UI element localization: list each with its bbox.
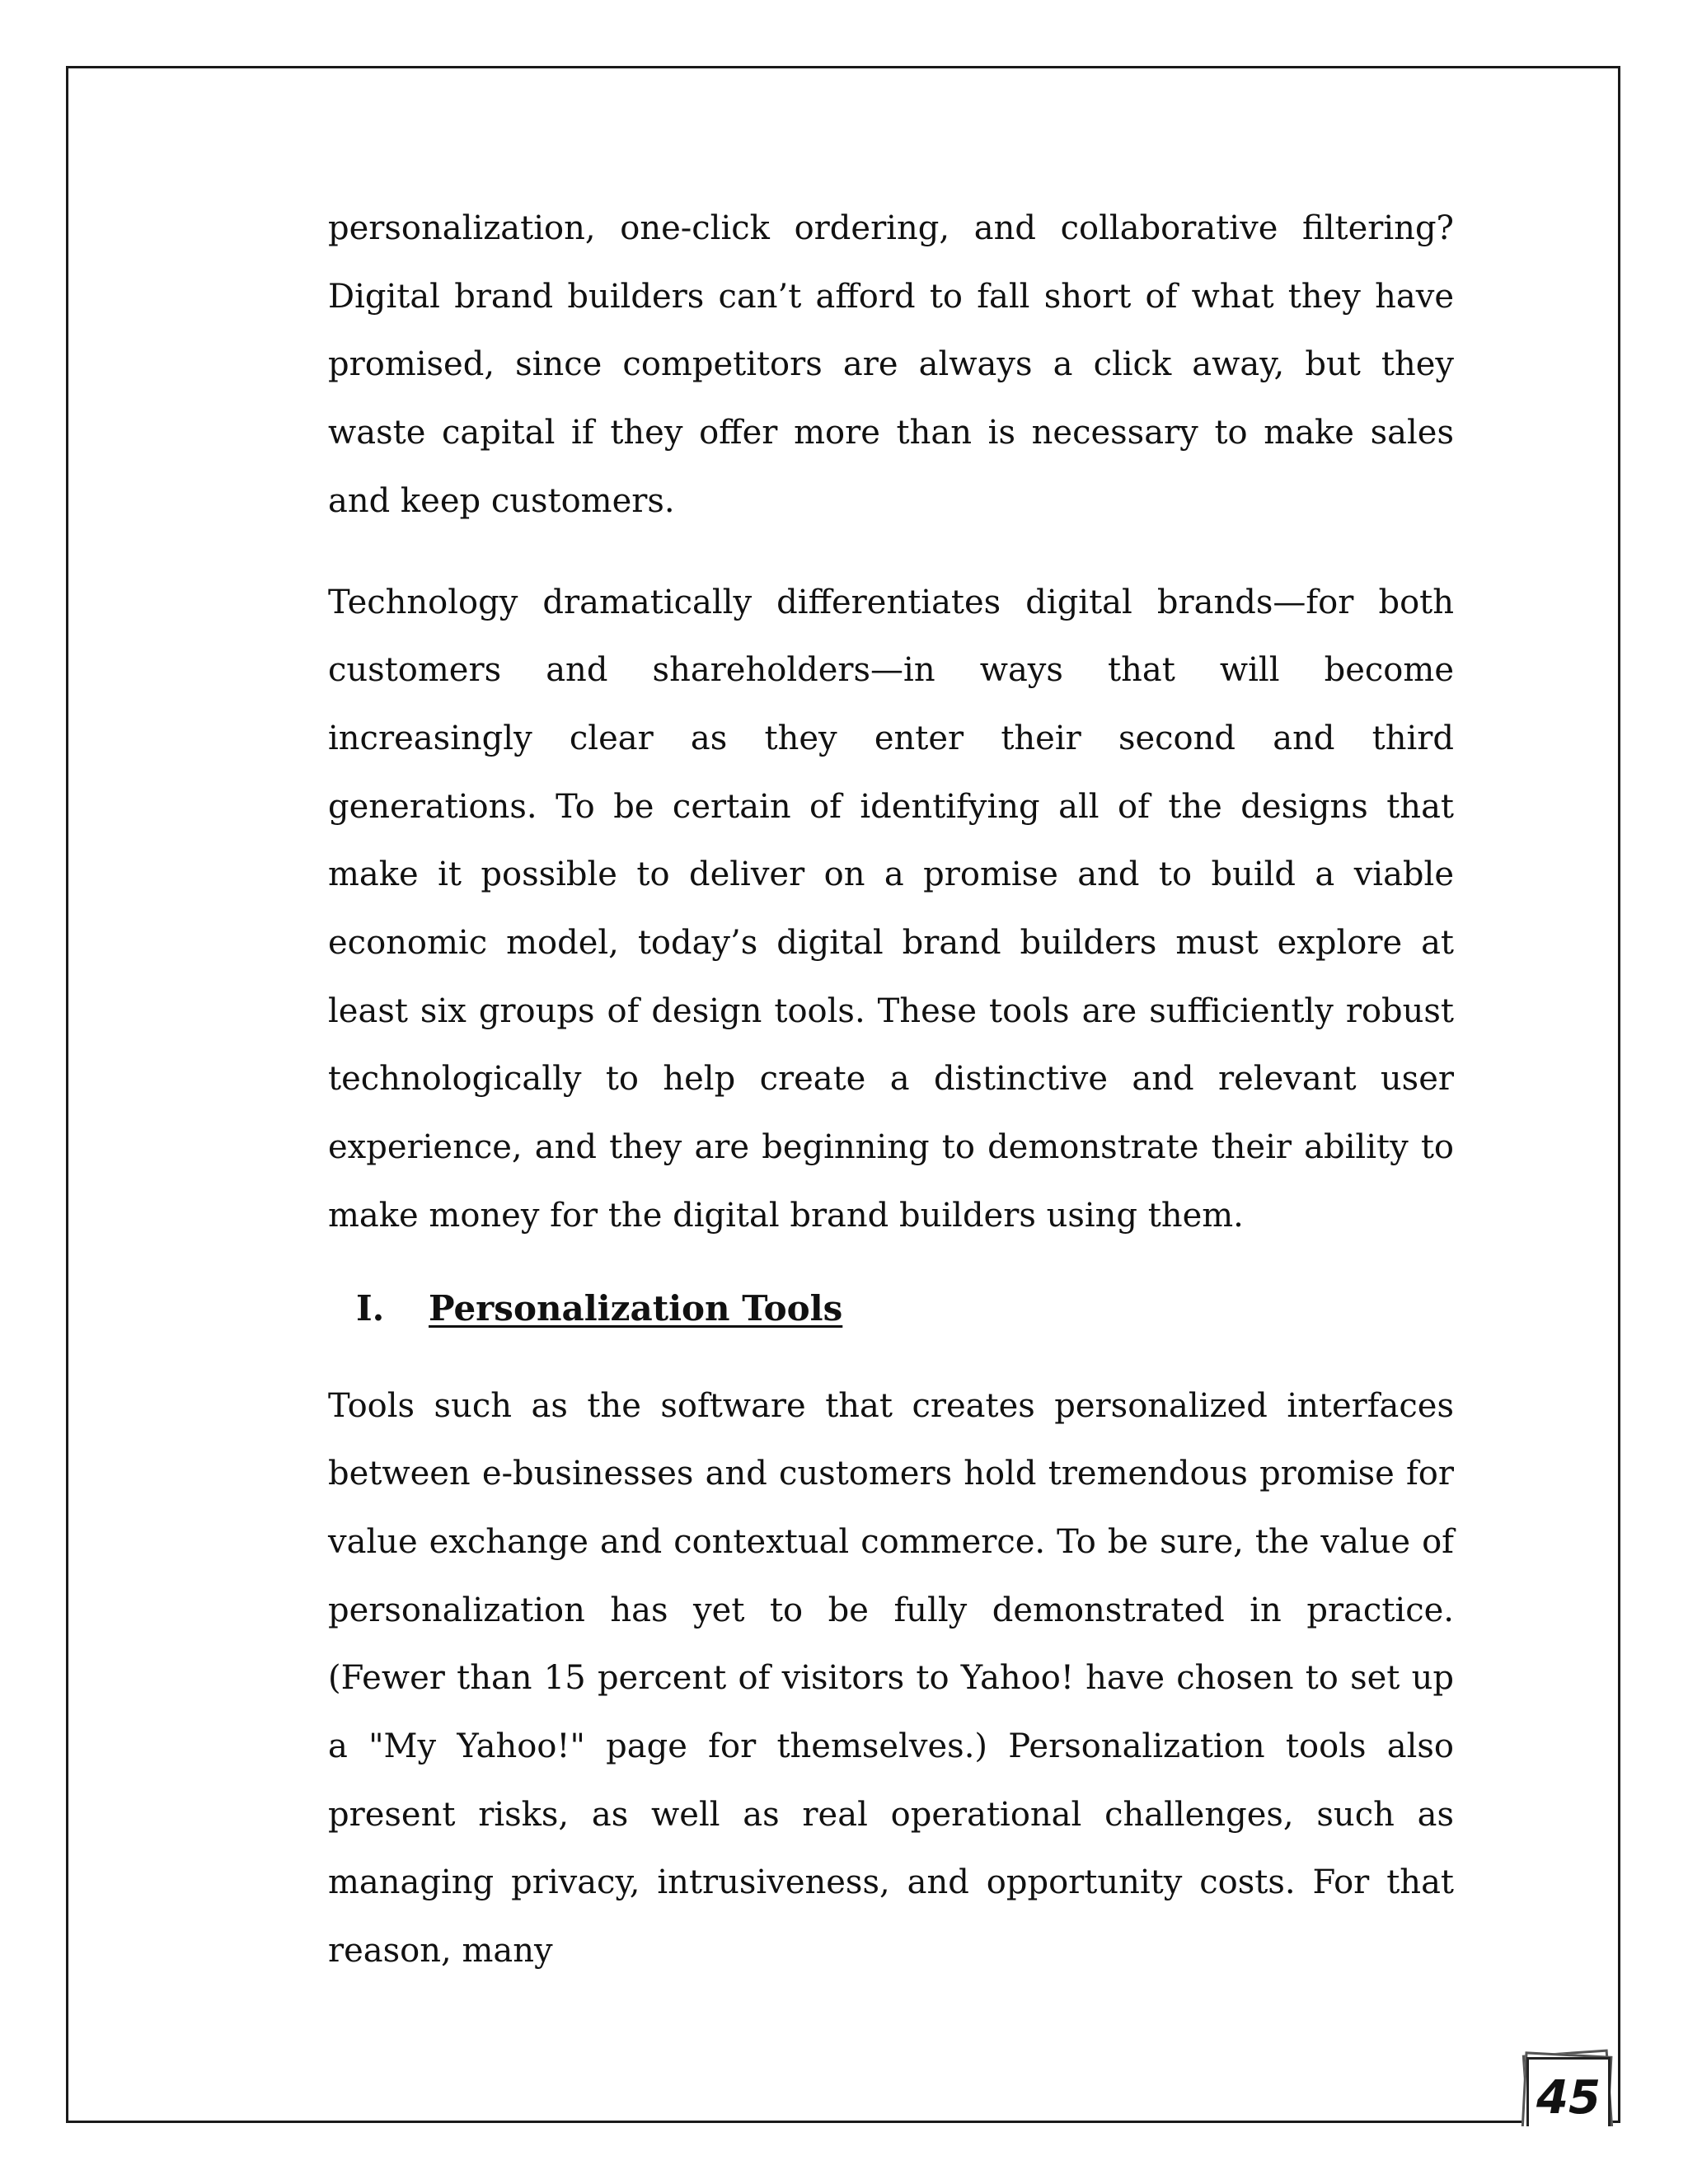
- body-paragraph: personalization, one-click ordering, and collaborative filtering? Digital brand builders can’t afford to fall short of what they have promised, since competitors are always a click away, but they waste capital if they offer more than is necessary to make sales and keep customers.: [328, 209, 1454, 520]
- section-title: Personalization Tools: [429, 1287, 843, 1329]
- page-number-badge: [1518, 2044, 1619, 2126]
- section-number: I.: [356, 1287, 385, 1329]
- section-heading: [328, 1275, 1454, 1343]
- page-content: [328, 194, 1454, 1985]
- page-number: 45: [1536, 2071, 1601, 2125]
- body-paragraph: Tools such as the software that creates personalized interfaces between e-businesses and customers hold tremendous promise for value exchange and contextual commerce. To be sure, the value of personalization has yet to be fully demonstrated in practice. (Fewer than 15 percent of visitors to Yahoo! have chosen to set up a "My Yahoo!" page for themselves.) Personalization tools also present risks, as well as real operational challenges, such as managing privacy, intrusiveness, and opportunity costs. For that reason, many: [328, 1386, 1454, 1971]
- body-paragraph: Technology dramatically differentiates digital brands—for both customers and shareholders—in ways that will become increasingly clear as they enter their second and third generations. To be certain of identifying all of the designs that make it possible to deliver on a promise and to build a viable economic model, today’s digital brand builders must explore at least six groups of design tools. These tools are sufficiently robust technologically to help create a distinctive and relevant user experience, and they are beginning to demonstrate their ability to make money for the digital brand builders using them.: [328, 583, 1454, 1235]
